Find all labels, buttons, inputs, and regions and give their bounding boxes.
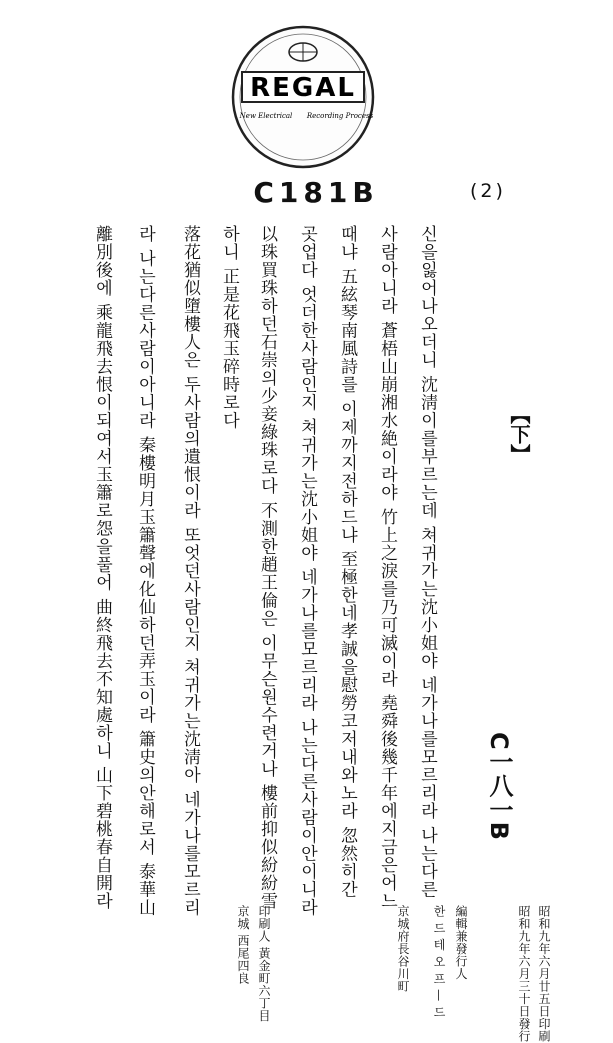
lyrics-body xyxy=(82,225,447,917)
publish-date: 昭和九年六月三十日發行 xyxy=(517,905,531,1043)
publisher-name: 한 드 테 오 프 — 드 xyxy=(432,905,446,1019)
side-number: (2) xyxy=(470,180,506,202)
lyric-line: 以珠買珠하던石崇의少妾綠珠로다 不測한趙王倫은 이무슨원수련거나 樓前抑似紛紛雪 xyxy=(257,225,277,911)
lyric-line: 곳업다 엇더한사람인지 쳐귀가는沈小姐야 네가나를모르리라 나는다른사람이안이니라 xyxy=(297,225,317,917)
catalog-number: C181B xyxy=(253,176,379,209)
lyric-line: 때냐 五絃琴南風詩를 이제까지전하드냐 至極한네孝誠을慰勞코저내와노라 忽然히간 xyxy=(337,225,357,899)
logo-brand: REGAL xyxy=(250,73,356,103)
lyric-line: 라 나는다른사람이아니라 秦樓明月玉簫聲에化仙하던弄玉이라 簫史의안해로서 泰華山 xyxy=(135,225,155,917)
lyric-line: 하니 正是花飛玉碎時로다 xyxy=(219,225,239,430)
publisher-address: 京城府長谷川町 xyxy=(396,905,410,993)
lyric-line: 신을잃어나오더니 沈淸이를부르는데 쳐귀가는沈小姐야 네가나를모르리라 나는다른 xyxy=(417,225,437,899)
editor-publisher-label: 編輯兼發行人 xyxy=(454,905,468,980)
print-date: 昭和九年六月廿五日印刷 xyxy=(537,905,551,1043)
lyric-line: 사람아니라 蒼梧山崩湘水絶이라야 竹上之淚를乃可滅이라 堯舜後幾千年에지금은어느 xyxy=(377,225,397,911)
part-label: 【下】 xyxy=(507,404,531,464)
catalog-code-vertical: C一八一B xyxy=(485,732,513,840)
lyric-line: 落花猶似墮樓人은 두사람의遺恨이라 또엇던사람인지 쳐귀가는沈淸아 네가나를모르리 xyxy=(180,225,200,917)
logo-tagline-right: Recording Process xyxy=(306,112,374,120)
printer-address: 印刷人 黃金町六丁目 xyxy=(257,905,271,1022)
printer-name: 京城 西尾四良 xyxy=(236,905,250,985)
lyric-line: 離別後에 乘龍飛去恨이되여서玉簫로怨을풀어 曲終飛去不知處하니 山下碧桃春自開라 xyxy=(92,225,112,911)
logo-tagline-left: New Electrical xyxy=(239,112,293,120)
regal-logo xyxy=(228,22,378,172)
